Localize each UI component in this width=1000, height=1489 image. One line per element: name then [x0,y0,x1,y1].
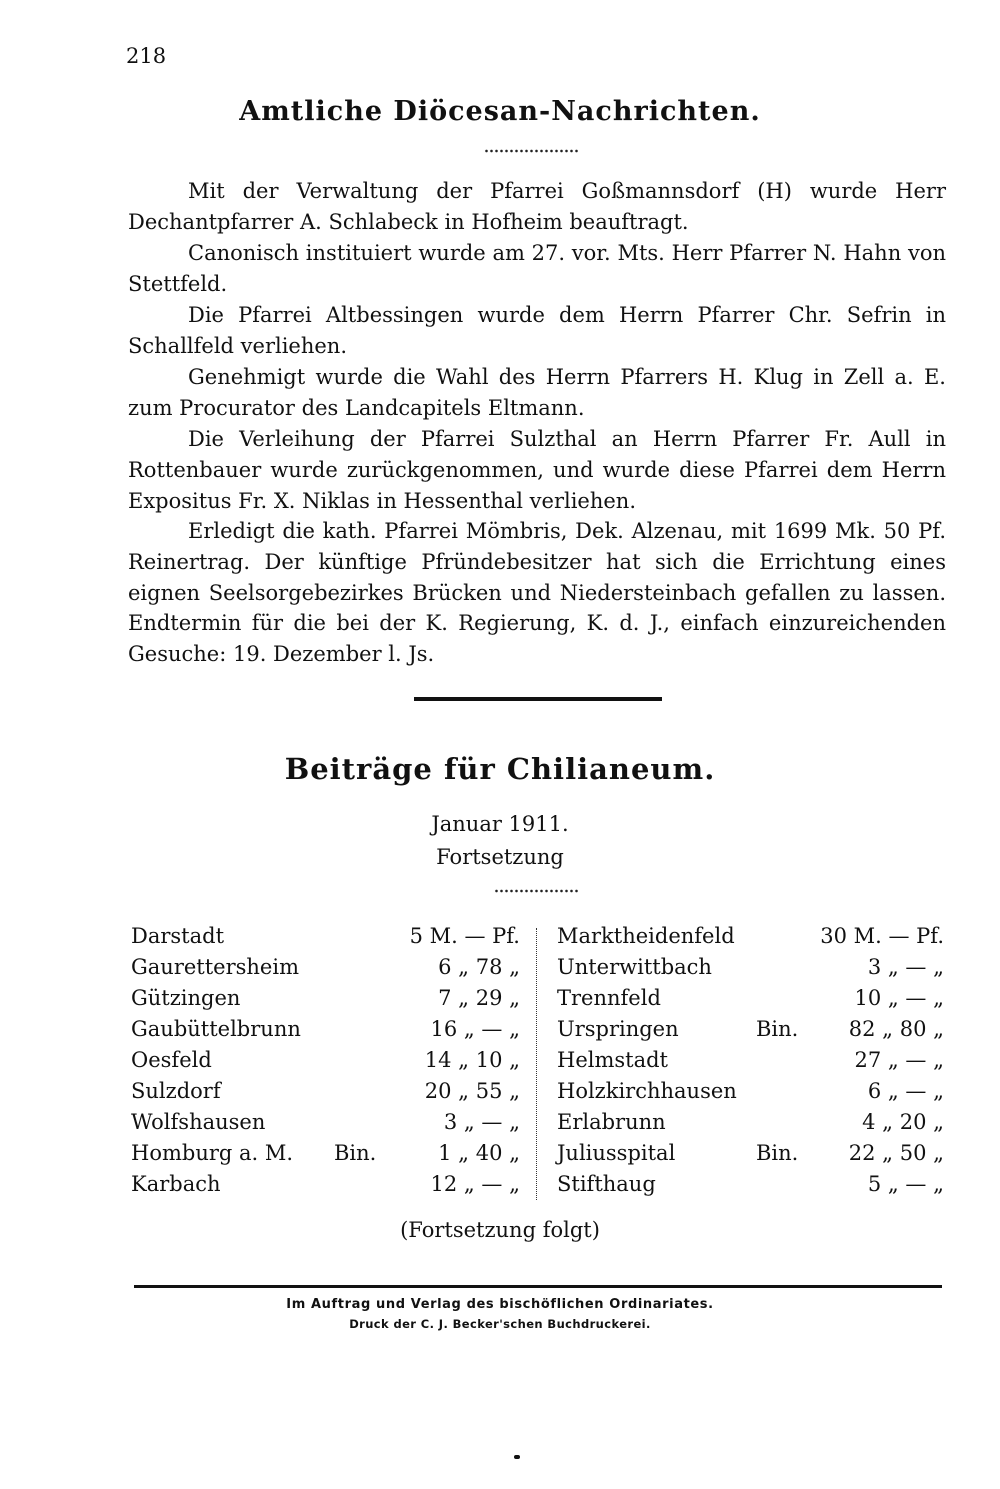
table-row [0,955,1000,986]
row-left-amount: 20 „ 55 „ [424,1079,520,1103]
row-right-amount: 22 „ 50 „ [848,1141,944,1165]
row-left-amount: 3 „ — „ [443,1110,520,1134]
row-right-amount: 82 „ 80 „ [848,1017,944,1041]
row-left-amount: 1 „ 40 „ [438,1141,520,1165]
row-right-amount: 6 „ — „ [867,1079,944,1103]
news-paragraph-2: Canonisch instituiert wurde am 27. vor. Mts. Herr Pfarrer N. Hahn von Stettfeld. [128,241,946,296]
row-left-bin: Bin. [334,1141,377,1165]
row-left-place: Oesfeld [131,1048,212,1072]
row-left-place: Gaubüttelbrunn [131,1017,301,1041]
row-left-amount: 12 „ — „ [430,1172,520,1196]
ink-speck [514,1455,520,1459]
page-number: 218 [126,44,167,68]
row-right-place: Holzkirchhausen [557,1079,737,1103]
footer-publisher: Im Auftrag und Verlag des bischöflichen Ordinariates. [286,1297,714,1312]
row-right-place: Unterwittbach [557,955,712,979]
footer-printer: Druck der C. J. Becker'schen Buchdruckerei. [349,1317,651,1331]
section-divider-rule [414,697,662,701]
ornament-squiggle [484,148,580,154]
row-left-amount: 14 „ 10 „ [424,1048,520,1072]
news-paragraph-3: Die Pfarrei Altbessingen wurde dem Herrn Pfarrer Chr. Sefrin in Schallfeld verliehen. [128,303,946,358]
row-left-place: Gützingen [131,986,241,1010]
news-paragraph-6: Erledigt die kath. Pfarrei Mömbris, Dek. Alzenau, mit 1699 Mk. 50 Pf. Reinertrag. Der künftige Pfründebesitzer hat sich die Errichtung eines eignen Seelsorgebezirkes Brücken und Niedersteinbach gefallen zu lassen. Endtermin für die bei der K. Regierung, K. d. J., einfach einzureichenden Gesuche: 19. Dezember l. Js. [128,519,946,667]
row-right-place: Marktheidenfeld [557,924,735,948]
row-right-amount: 4 „ 20 „ [862,1110,944,1134]
news-paragraph-4: Genehmigt wurde die Wahl des Herrn Pfarrers H. Klug in Zell a. E. zum Procurator des Landcapitels Eltmann. [128,365,946,420]
ornament-squiggle-2 [494,888,578,894]
row-left-place: Darstadt [131,924,225,948]
table-row [0,1172,1000,1203]
table-row [0,1141,1000,1172]
table-row [0,1110,1000,1141]
row-left-place: Homburg a. M. [131,1141,294,1165]
row-right-place: Urspringen [557,1017,679,1041]
row-right-amount: 3 „ — „ [867,955,944,979]
row-right-place: Juliusspital [557,1141,676,1165]
table-row [0,1048,1000,1079]
row-right-amount: 5 „ — „ [867,1172,944,1196]
row-left-place: Sulzdorf [131,1079,221,1103]
row-left-place: Gaurettersheim [131,955,299,979]
continuation-note: (Fortsetzung folgt) [400,1218,600,1242]
subtitle-continuation: Fortsetzung [436,845,564,869]
row-right-bin: Bin. [756,1017,799,1041]
row-left-amount: 6 „ 78 „ [438,955,520,979]
row-right-amount: 27 „ — „ [854,1048,944,1072]
row-left-place: Wolfshausen [131,1110,266,1134]
row-left-amount: 5 M. — Pf. [409,924,520,948]
subtitle-date: Januar 1911. [431,812,569,836]
news-paragraph-5: Die Verleihung der Pfarrei Sulzthal an Herrn Pfarrer Fr. Aull in Rottenbauer wurde zurückgenommen, und wurde diese Pfarrei dem Herrn Expositus Fr. X. Niklas in Hessenthal verliehen. [128,427,946,513]
row-right-bin: Bin. [756,1141,799,1165]
table-row [0,1017,1000,1048]
row-right-place: Helmstadt [557,1048,668,1072]
row-right-place: Stifthaug [557,1172,656,1196]
row-left-place: Karbach [131,1172,221,1196]
row-right-place: Trennfeld [557,986,661,1010]
row-right-amount: 10 „ — „ [854,986,944,1010]
row-left-amount: 7 „ 29 „ [438,986,520,1010]
footer-rule [134,1285,942,1288]
table-row [0,986,1000,1017]
row-right-place: Erlabrunn [557,1110,666,1134]
news-paragraph-1: Mit der Verwaltung der Pfarrei Goßmannsdorf (H) wurde Herr Dechantpfarrer A. Schlabeck in Hofheim beauftragt. [128,179,946,234]
row-right-amount: 30 M. — Pf. [820,924,944,948]
section-title-diocesan-news: Amtliche Diöcesan-Nachrichten. [239,96,761,127]
row-left-amount: 16 „ — „ [430,1017,520,1041]
section-title-contributions: Beiträge für Chilianeum. [284,752,716,786]
table-row [0,924,1000,955]
table-row [0,1079,1000,1110]
